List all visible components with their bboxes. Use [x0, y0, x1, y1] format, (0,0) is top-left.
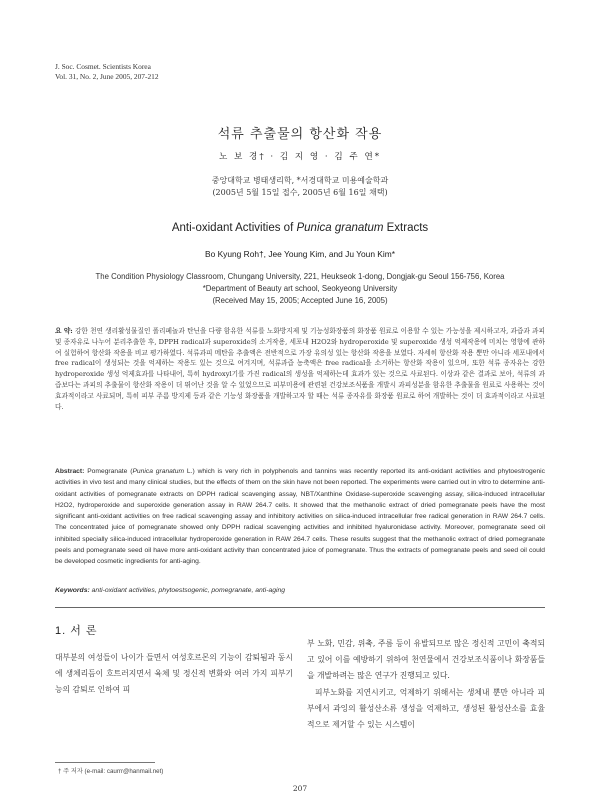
left-column — [55, 622, 293, 699]
english-abstract-text-pre: Pomegranate ( — [84, 468, 133, 475]
english-affiliation-line1: The Condition Physiology Classroom, Chungang University, 221, Heukseok 1-dong, Dongjak-gu Seoul 156-756, Korea — [95, 272, 505, 281]
page-number: 207 — [292, 784, 308, 793]
left-column-text: 대부분의 여성들이 나이가 들면서 여성호르몬의 기능이 감퇴됨과 동시에 생체리듬이 흐트러지면서 육체 및 정신적 변화와 여러 가지 피부기능의 감퇴로 인하여 피 — [55, 653, 293, 695]
footnote-divider — [55, 762, 155, 763]
right-column-text: 부 노화, 민감, 위축, 주름 등이 유발되므로 많은 정신적 고민이 축적되고 있어 이를 예방하기 위하여 천연물에서 건강보조식품이나 화장품들을 개발하려는 많은 연구가 진행되고 있다. — [307, 639, 545, 681]
english-abstract — [55, 466, 545, 568]
english-title-prefix: Anti-oxidant Activities of — [171, 222, 297, 234]
keywords-label: Keywords: — [55, 587, 90, 594]
english-received-dates: (Received May 15, 2005; Accepted June 16, 2005) — [212, 296, 388, 305]
journal-header — [55, 62, 159, 82]
english-authors: Bo Kyung Roh†, Jee Young Kim, and Ju Youn Kim* — [205, 249, 395, 259]
right-column-text-2: 피부노화를 지연시키고, 억제하기 위해서는 생체내 뿐만 아니라 피부에서 과잉의 활성산소류 생성을 억제하고, 생성된 활성산소를 효율적으로 제거할 수 있는 시스템이 — [307, 687, 545, 730]
english-title — [0, 222, 600, 234]
journal-volume: Vol. 31, No. 2, June 2005, 207-212 — [55, 72, 159, 81]
korean-received-dates: (2005년 5월 15일 접수, 2005년 6월 16일 채택) — [212, 188, 388, 197]
korean-affiliation-line: 중앙대학교 병태생리학, *서경대학교 미용예술학과 — [211, 176, 389, 185]
english-abstract-text-post: L.) which is very rich in polyphenols and tannins was recently reported its anti-oxidant activities and phytoestrogenic activities in vivo test and many clinical studies, but the effects of them on the skin have not been reported. The experiments were carried out in vitro to determine anti-oxidant activities of pomegranate extracts on DPPH radical scavenging assay, NBT/Xanthine Oxidase-superoxide scavenging assay, silica-induced intracellular H2O2, hydroperoxide and superoxide generation assay in RAW 264.7 cells. It showed that the methanolic extract of dried pomegranate peels have the most significant anti-oxidant activities on free radical scavenging assay and inhibitory activities on silica-induced intracellular free radical generation in RAW 264.7 cells. The concentrated juice of pomegranate showed only DPPH radical scavenging activities and inhibited hyaluronidase activity. Moreover, pomegranate seed oil inhibited specially silica-induced intracellular hydroperoxide generation in RAW 264.7 cells. These results suggest that the methanolic extract of dried pomegranate peels and pomegranate seed oil have more anti-oxidant activity than concentrated juice of pomegranate. Thus the extracts of pomegranate peels and seed oil could be developed cosmetic ingredients for anti-aging. — [55, 468, 545, 566]
korean-title: 석류 추출물의 항산화 작용 — [217, 127, 383, 142]
korean-abstract — [55, 326, 545, 412]
keywords — [55, 587, 545, 594]
keywords-value: anti-oxidant activities, phytoestsogenic, pomegranate, anti-aging — [91, 587, 286, 594]
korean-authors: 노 보 경† · 김 지 영 · 김 주 연* — [218, 152, 382, 162]
korean-abstract-label: 요 약: — [55, 327, 73, 335]
korean-abstract-text: 강한 천연 생리활성물질인 폴리페놀과 탄닌을 다량 함유한 석류를 노화방지제 및 기능성화장품의 화장품 원료로 이용할 수 있는 가능성을 제시하고자, 과즙과 과피 및 종자유로 나누어 분리추출한 후, DPPH radical과 superoxide의 소거작용, 세포내 H2O2와 hydroperoxide 및 superoxide 생성 억제작용에 미치는 영향에 관하여 실험하여 항산화 작용을 비교 평가하였다. 석류과피 메탄올 추출액은 전반적으로 가장 유의성 있는 항산화 작용을 보였다. 자세히 항산화 작용 뿐만 아니라 세포내에서 free radical이 생성되는 것을 억제하는 작용도 있는 것으로 여겨지며, 석류과즙 농축액은 free radical을 소거하는 항산화 작용이 있으며, 또한 석류 종자유는 강한 hydroperoxide 생성 억제효과를 나타내어, 특히 hydroxyl기를 가진 radical의 생성을 억제하는데 효과가 있는 것으로 사료된다. 이상과 같은 결과로 보아, 석류의 과즙보다는 과피의 추출물이 항산화 작용이 더 뛰어난 것을 알 수 있었으므로 피부미용에 관련된 건강보조식품을 개발시 과피성분을 함유한 추출물을 원료로 사용하는 것이 효과적이라고 사료되며, 특히 피부 주름 방지제 등과 같은 기능성 화장품을 개발하고자 할 때는 석류 종자유를 화장품 원료로 하여 개발하는 것이 더 효과적이라고 사료된다. — [55, 327, 545, 411]
english-title-species: Punica granatum — [296, 222, 384, 234]
english-title-suffix: Extracts — [383, 222, 429, 234]
english-abstract-species: Punica granatum — [132, 468, 185, 475]
english-affiliation-line2: *Department of Beauty art school, Seokyeong University — [202, 284, 398, 293]
journal-name: J. Soc. Cosmet. Scientists Korea — [55, 62, 151, 71]
section-divider — [55, 607, 545, 608]
korean-affiliation — [0, 175, 600, 199]
right-column — [307, 636, 545, 733]
english-affiliation — [0, 271, 600, 307]
corresponding-author-footnote: † 주 저자 (e-mail: caurrr@hanmail.net) — [58, 768, 164, 775]
english-abstract-label: Abstract: — [55, 468, 85, 475]
section-heading: 1. 서 론 — [55, 625, 98, 637]
